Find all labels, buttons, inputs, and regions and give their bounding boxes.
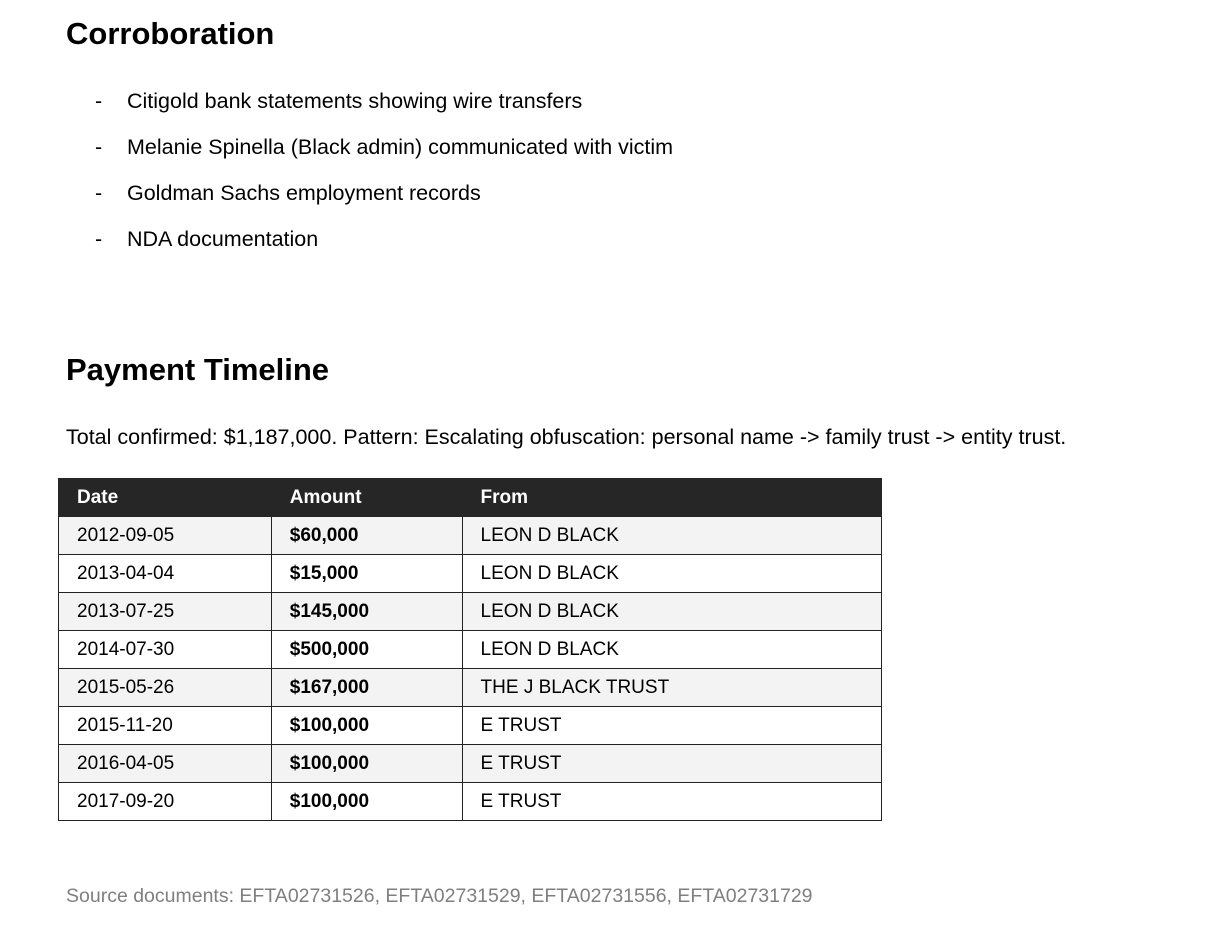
column-header-from: From [462,479,881,517]
table-row [59,783,882,821]
cell-date: 2015-05-26 [59,669,272,707]
cell-date: 2012-09-05 [59,517,272,555]
cell-from: E TRUST [462,707,881,745]
corroboration-heading: Corroboration [66,16,275,51]
table-row [59,593,882,631]
cell-amount: $167,000 [271,669,462,707]
table-header-row [59,479,882,517]
cell-from: E TRUST [462,745,881,783]
corroboration-list [95,86,673,270]
list-item-text: Melanie Spinella (Black admin) communicated with victim [127,135,674,159]
payment-timeline-heading: Payment Timeline [66,352,330,387]
cell-from: THE J BLACK TRUST [462,669,881,707]
source-documents-note: Source documents: EFTA02731526, EFTA02731529, EFTA02731556, EFTA02731729 [66,885,813,907]
list-item [95,86,673,132]
list-item [95,132,673,178]
table-row [59,631,882,669]
bullet-dash: - [95,89,103,113]
column-header-amount: Amount [271,479,462,517]
table-row [59,707,882,745]
cell-date: 2016-04-05 [59,745,272,783]
bullet-dash: - [95,227,103,251]
column-header-date: Date [59,479,272,517]
cell-amount: $100,000 [271,783,462,821]
bullet-dash: - [95,181,103,205]
table-row [59,517,882,555]
table-row [59,745,882,783]
bullet-dash: - [95,135,103,159]
cell-amount: $15,000 [271,555,462,593]
list-item-text: Goldman Sachs employment records [127,181,481,205]
list-item-text: Citigold bank statements showing wire transfers [127,89,583,113]
cell-date: 2015-11-20 [59,707,272,745]
cell-from: E TRUST [462,783,881,821]
list-item-text: NDA documentation [127,227,319,251]
table-row [59,669,882,707]
cell-date: 2014-07-30 [59,631,272,669]
cell-amount: $500,000 [271,631,462,669]
payment-table [58,478,882,821]
cell-date: 2017-09-20 [59,783,272,821]
cell-amount: $100,000 [271,707,462,745]
timeline-summary: Total confirmed: $1,187,000. Pattern: Escalating obfuscation: personal name -> family trust -> entity trust. [66,425,1067,449]
list-item [95,224,673,270]
table-row [59,555,882,593]
cell-date: 2013-04-04 [59,555,272,593]
list-item [95,178,673,224]
cell-amount: $145,000 [271,593,462,631]
cell-from: LEON D BLACK [462,593,881,631]
cell-amount: $60,000 [271,517,462,555]
cell-date: 2013-07-25 [59,593,272,631]
cell-from: LEON D BLACK [462,631,881,669]
cell-from: LEON D BLACK [462,555,881,593]
cell-amount: $100,000 [271,745,462,783]
cell-from: LEON D BLACK [462,517,881,555]
